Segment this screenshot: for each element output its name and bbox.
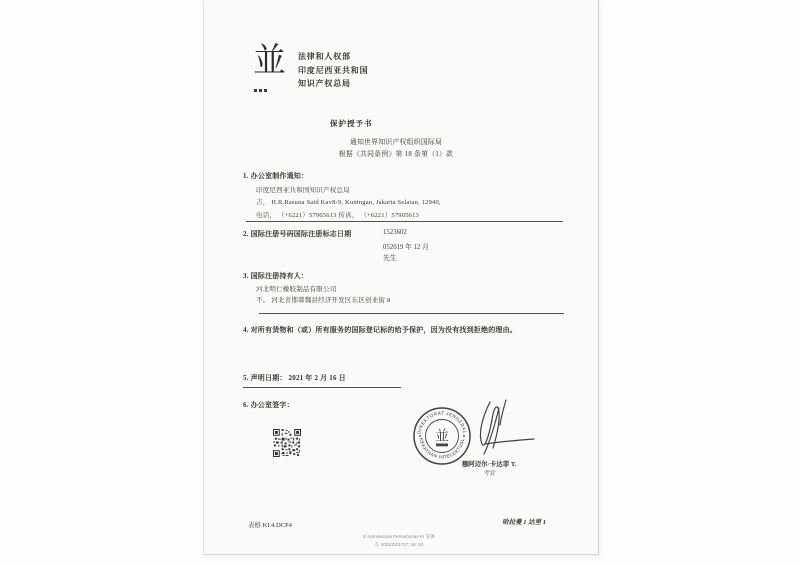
office-phone-fax: 电话， （+6221）57905613 传真， （+6221）57905613 bbox=[256, 212, 420, 219]
office-name: 印度尼西亚共和国知识产权总局 bbox=[256, 187, 350, 194]
section6-label: 6. 办公室签字： bbox=[243, 401, 294, 409]
notice-line: 通知世界知识产权组织国际局 bbox=[349, 139, 443, 146]
section3-label: 3. 国际注册持有人： bbox=[243, 272, 309, 280]
header-line: 知识产权总局 bbox=[298, 79, 351, 88]
ministry-logo-icon: 並 bbox=[253, 43, 286, 79]
notice-line: 根据《共同条例》第 18 条第（1）款 bbox=[338, 151, 454, 158]
section4-statement: 4. 对所有货物和（或）所有服务的国际登记标的给予保护，因为没有找到拒绝的理由。 bbox=[243, 326, 517, 334]
footer-note bbox=[329, 533, 469, 548]
holder-name: 河北明仁橡胶制品有限公司 bbox=[256, 286, 337, 293]
registration-number: 1523602 bbox=[383, 229, 407, 236]
handwritten-signature bbox=[454, 398, 538, 458]
registration-date: 052019 年 12 月 bbox=[383, 244, 429, 251]
seal-center-glyph: 並 bbox=[435, 427, 449, 444]
signer-name: 穆阿迈尔·卡达菲 T. bbox=[461, 461, 517, 468]
divider-line bbox=[246, 221, 563, 222]
header-line: 印度尼西亚共和国 bbox=[298, 65, 369, 75]
page-title: 保护授予书 bbox=[330, 119, 373, 128]
seal-arc-top-text: DIREKTORAT JENDERAL bbox=[416, 410, 468, 435]
holder-address: 不。 河北省邯郸魏县经济开发区东区创业街 8 bbox=[256, 297, 391, 304]
header-line: 法律和人权部 bbox=[298, 52, 351, 61]
salutation: 先生 bbox=[383, 255, 397, 262]
office-address: 吉， H.R.Rasuna Said Kav8-9, Kuningan, Jakarta Selatan, 12940, bbox=[256, 199, 441, 206]
qr-code-icon bbox=[273, 429, 301, 457]
section2-label: 2. 国际注册号码国际注册标志日期 bbox=[243, 230, 352, 238]
signer-role: 考官 bbox=[482, 471, 495, 477]
scanned-certificate-page bbox=[203, 0, 599, 555]
ministry-header bbox=[298, 50, 368, 91]
footer-note-line2: 在 2021/02/1717: 16: 53 bbox=[374, 541, 424, 547]
section1-label: 1. 办公室制作通知： bbox=[243, 172, 309, 180]
logo-caption bbox=[254, 89, 267, 92]
section5-declaration-date: 5. 声明日期： 2021 年 2 月 16 日 bbox=[243, 373, 401, 388]
footer-note-line1: E Administrasi Permohonan KI 签署 bbox=[363, 534, 435, 539]
page-number-label: 哈拉曼 1 达里 1 bbox=[502, 519, 546, 526]
signer-block bbox=[424, 459, 554, 477]
form-code: 表格 KI.4.DCP4 bbox=[248, 522, 292, 529]
divider-line bbox=[259, 313, 564, 314]
seal-arc-bottom-text: KEKAYAAN INTELEKTUAL bbox=[418, 437, 466, 460]
